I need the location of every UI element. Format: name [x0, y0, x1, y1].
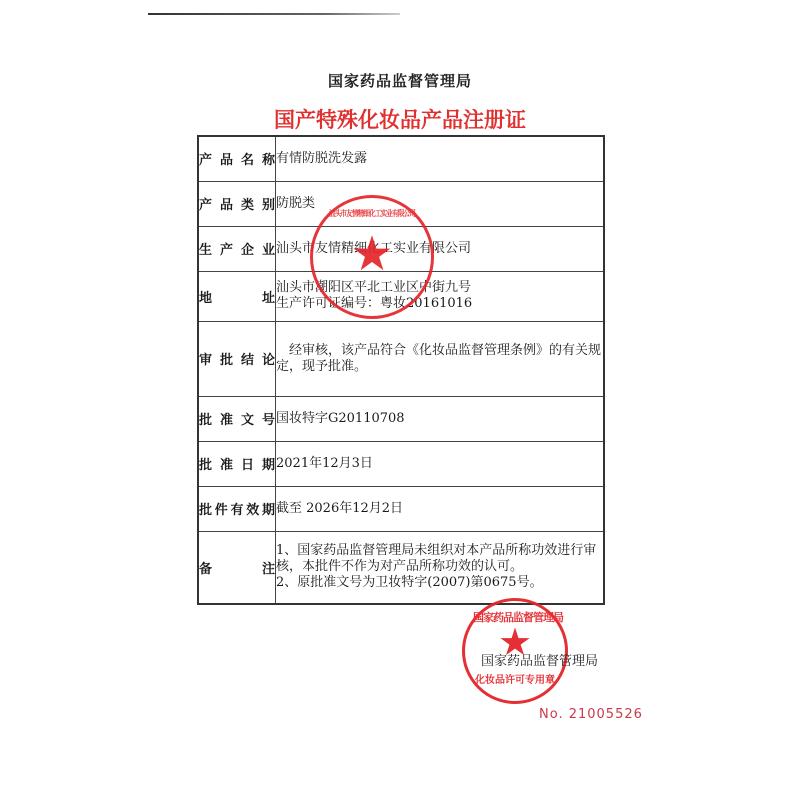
- value-validity-period: 截至 2026年12月2日: [276, 486, 605, 531]
- label-review-conclusion: 审 批 结 论: [198, 321, 276, 396]
- label-address: 地 址: [198, 271, 276, 321]
- value-approval-number: 国妆特字G20110708: [276, 396, 605, 441]
- label-product-name: 产 品 名 称: [198, 136, 276, 181]
- company-seal-text: 汕头市友情精细化工实业有限公司: [328, 208, 416, 218]
- row-product-category: [198, 181, 604, 226]
- label-approval-date: 批 准 日 期: [198, 441, 276, 486]
- label-product-category: 产 品 类 别: [198, 181, 276, 226]
- value-remarks: [276, 531, 605, 604]
- value-manufacturer: 汕头市友情精细化工实业有限公司: [276, 226, 605, 271]
- remark-1: 1、国家药品监督管理局未组织对本产品所称功效进行审核，本批件不作为对产品所称功效的认可。: [276, 543, 597, 575]
- official-seal-subtext: 化妆品许可专用章: [475, 675, 555, 686]
- row-product-name: [198, 136, 604, 181]
- row-remarks: [198, 531, 604, 604]
- value-product-category: 防脱类: [276, 181, 605, 226]
- remark-2: 2、原批准文号为卫妆特字(2007)第0675号。: [276, 575, 543, 591]
- top-rule: [148, 13, 400, 15]
- label-manufacturer: 生 产 企 业: [198, 226, 276, 271]
- value-approval-date: 2021年12月3日: [276, 441, 605, 486]
- issuing-authority: 国家药品监督管理局: [327, 72, 472, 90]
- row-address: [198, 271, 604, 321]
- official-seal-overlay-text: 国家药品监督管理局: [481, 654, 599, 669]
- official-seal-ring-text: 国家药品监督管理局: [473, 611, 563, 624]
- address-line: 汕头市潮阳区平北工业区中街九号: [276, 280, 472, 295]
- certificate-title: 国产特殊化妆品产品注册证: [274, 107, 526, 132]
- label-remarks: 备 注: [198, 531, 276, 604]
- label-validity-period: 批 件 有 效 期: [198, 486, 276, 531]
- row-approval-date: [198, 441, 604, 486]
- label-approval-number: 批 准 文 号: [198, 396, 276, 441]
- value-review-conclusion: 经审核，该产品符合《化妆品监督管理条例》的有关规定，现予批准。: [276, 321, 605, 396]
- serial-number: No. 21005526: [539, 707, 643, 722]
- row-approval-number: [198, 396, 604, 441]
- row-manufacturer: [198, 226, 604, 271]
- value-product-name: 有情防脱洗发露: [276, 136, 605, 181]
- row-review-conclusion: [198, 321, 604, 396]
- production-license: 生产许可证编号：粤妆20161016: [276, 296, 473, 311]
- certificate-table: [197, 135, 605, 605]
- star-icon: ★: [497, 620, 533, 664]
- star-icon: ★: [350, 226, 394, 282]
- value-address: [276, 271, 605, 321]
- row-validity-period: [198, 486, 604, 531]
